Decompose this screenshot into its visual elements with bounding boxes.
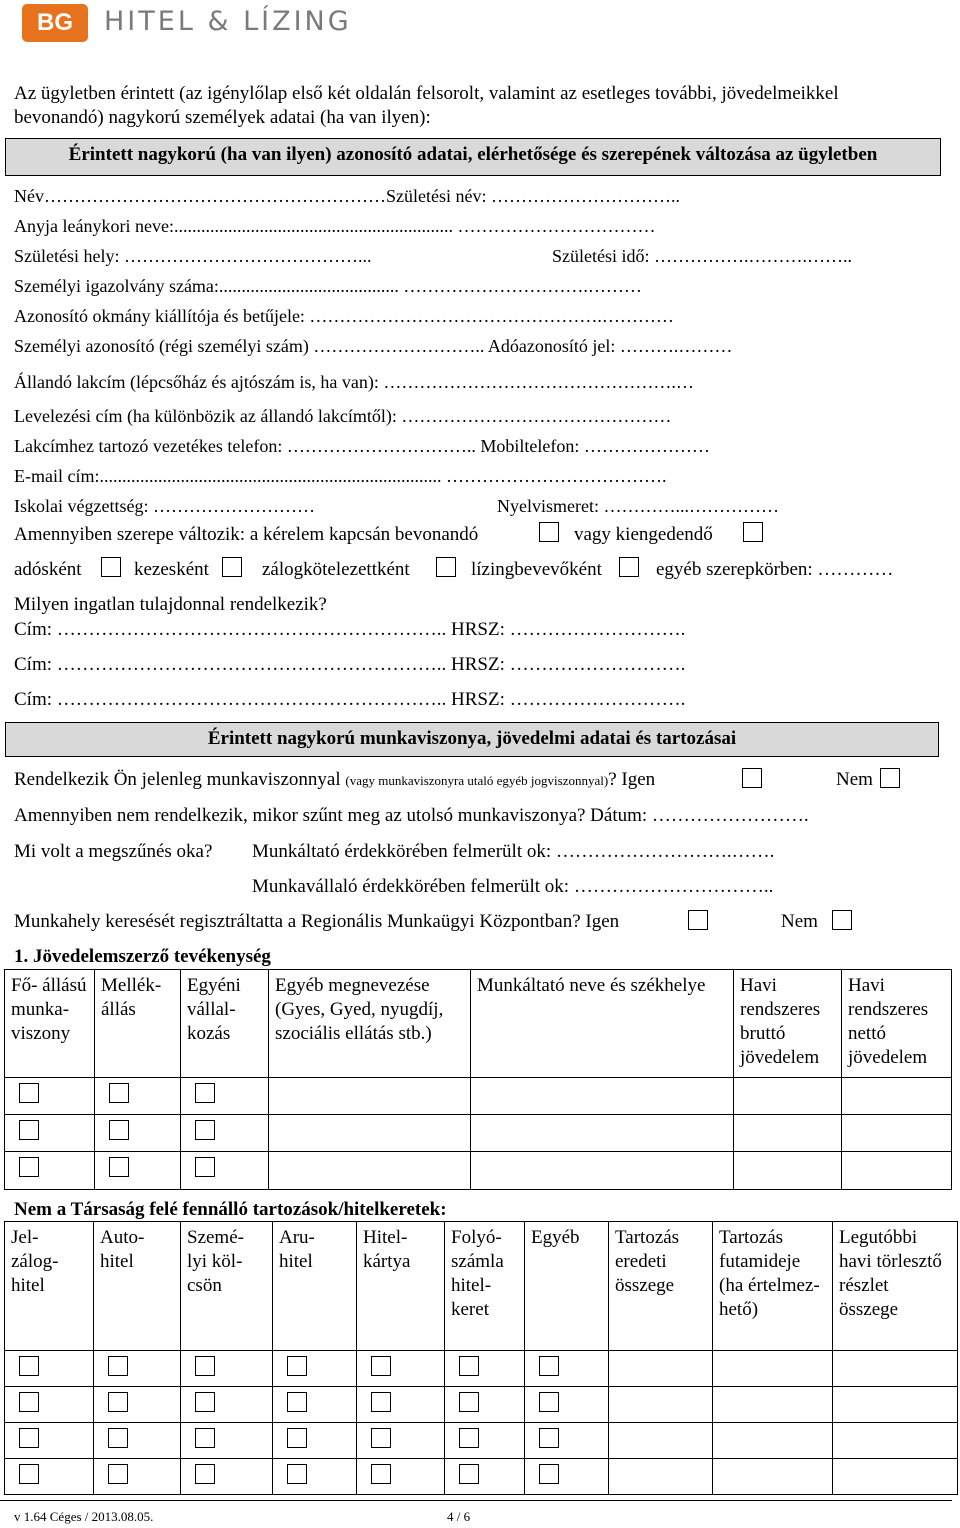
- income-net-cell[interactable]: [842, 1115, 952, 1152]
- checkbox-pledgor[interactable]: [436, 557, 456, 577]
- footer-divider: [0, 1500, 952, 1501]
- checkbox-side-job[interactable]: [109, 1157, 129, 1177]
- debts-col-overdraft: Folyó- számla hitel- keret: [445, 1222, 525, 1351]
- income-net-cell[interactable]: [842, 1152, 952, 1190]
- checkbox-other-debt[interactable]: [539, 1356, 559, 1376]
- income-col-net: Havi rendszeres nettó jövedelem: [842, 970, 952, 1078]
- income-table: [4, 969, 952, 1190]
- checkbox-overdraft[interactable]: [459, 1356, 479, 1376]
- debts-row: [5, 1351, 958, 1387]
- termination-employer-field[interactable]: Munkáltató érdekkörében felmerült ok: ……………………….…….: [252, 841, 775, 862]
- debt-installment-cell[interactable]: [833, 1387, 958, 1423]
- income-other-cell[interactable]: [269, 1115, 471, 1152]
- checkbox-overdraft[interactable]: [459, 1392, 479, 1412]
- footer-version: v 1.64 Céges / 2013.08.05.: [14, 1509, 154, 1524]
- debts-col-original-amount: Tartozás eredeti összege: [609, 1222, 713, 1351]
- checkbox-released[interactable]: [743, 522, 763, 542]
- checkbox-self-employed[interactable]: [195, 1083, 215, 1103]
- role-guarantor-label: kezesként: [134, 559, 209, 580]
- checkbox-personal-loan[interactable]: [195, 1392, 215, 1412]
- income-col-side-job: Mellék- állás: [95, 970, 181, 1078]
- property-question: Milyen ingatlan tulajdonnal rendelkezik?: [14, 594, 327, 615]
- job-seeking-question: Munkahely keresését regisztráltatta a Regionális Munkaügyi Központban? Igen: [14, 911, 620, 932]
- checkbox-car-loan[interactable]: [108, 1356, 128, 1376]
- section-identification-header: Érintett nagykorú (ha van ilyen) azonosító adatai, elérhetősége és szerepének változása az ügyletben: [5, 138, 941, 176]
- termination-employee-field[interactable]: Munkavállaló érdekkörében felmerült ok: …………………………..: [252, 876, 774, 897]
- checkbox-overdraft[interactable]: [459, 1464, 479, 1484]
- checkbox-goods-loan[interactable]: [287, 1464, 307, 1484]
- property-row-1[interactable]: Cím: …………………………………………………….. HRSZ: ……………………….: [14, 619, 686, 640]
- income-col-main-job: Fő- állású munka- viszony: [5, 970, 95, 1078]
- debt-term-cell[interactable]: [713, 1351, 833, 1387]
- checkbox-credit-card[interactable]: [371, 1464, 391, 1484]
- income-employer-cell[interactable]: [471, 1078, 734, 1115]
- income-other-cell[interactable]: [269, 1078, 471, 1115]
- debt-installment-cell[interactable]: [833, 1351, 958, 1387]
- field-id-issuer[interactable]: Azonosító okmány kiállítója és betűjele: ………………………………………….…………: [14, 306, 674, 326]
- income-gross-cell[interactable]: [734, 1152, 842, 1190]
- checkbox-self-employed[interactable]: [195, 1157, 215, 1177]
- employment-end-date-field[interactable]: Amennyiben nem rendelkezik, mikor szűnt meg az utolsó munkaviszonya? Dátum: …………………….: [14, 805, 809, 826]
- checkbox-personal-loan[interactable]: [195, 1428, 215, 1448]
- checkbox-self-employed[interactable]: [195, 1120, 215, 1140]
- debts-row: [5, 1459, 958, 1495]
- checkbox-lessee[interactable]: [619, 557, 639, 577]
- role-change-label: Amennyiben szerepe változik: a kérelem kapcsán bevonandó: [14, 524, 479, 545]
- role-other-field[interactable]: egyéb szerepkörben: …………: [656, 559, 894, 580]
- income-row: [5, 1078, 952, 1115]
- role-debtor-label: adósként: [14, 559, 82, 580]
- role-lessee-label: lízingbevevőként: [471, 559, 602, 580]
- role-release-label: vagy kiengedendő: [574, 524, 713, 545]
- field-name[interactable]: Név…………………………………………………Születési név: …………………………..: [14, 186, 680, 206]
- debts-col-last-installment: Legutóbbi havi törlesztő részlet összege: [833, 1222, 958, 1351]
- jobseek-no-label: Nem: [781, 911, 818, 932]
- checkbox-side-job[interactable]: [109, 1120, 129, 1140]
- income-employer-cell[interactable]: [471, 1115, 734, 1152]
- debt-amount-cell[interactable]: [609, 1351, 713, 1387]
- income-row: [5, 1115, 952, 1152]
- debt-term-cell[interactable]: [713, 1423, 833, 1459]
- field-permanent-address[interactable]: Állandó lakcím (lépcsőház és ajtószám is, ha van): ………………………………………….…: [14, 372, 694, 392]
- checkbox-personal-loan[interactable]: [195, 1356, 215, 1376]
- checkbox-side-job[interactable]: [109, 1083, 129, 1103]
- checkbox-guarantor[interactable]: [222, 557, 242, 577]
- checkbox-employment-yes[interactable]: [742, 768, 762, 788]
- brand-name: HITEL & LÍZING: [104, 6, 352, 37]
- checkbox-debtor[interactable]: [101, 557, 121, 577]
- checkbox-goods-loan[interactable]: [287, 1428, 307, 1448]
- field-education[interactable]: Iskolai végzettség: ………………………: [14, 496, 315, 516]
- income-col-self-employed: Egyéni vállal- kozás: [181, 970, 269, 1078]
- employment-no-label: Nem: [836, 769, 873, 790]
- checkbox-car-loan[interactable]: [108, 1464, 128, 1484]
- checkbox-car-loan[interactable]: [108, 1428, 128, 1448]
- section-employment-header: Érintett nagykorú munkaviszonya, jövedelmi adatai és tartozásai: [5, 722, 939, 757]
- checkbox-credit-card[interactable]: [371, 1356, 391, 1376]
- checkbox-credit-card[interactable]: [371, 1428, 391, 1448]
- intro-line-2: bevonandó) nagykorú személyek adatai (ha van ilyen):: [14, 107, 431, 128]
- debts-col-credit-card: Hitel- kártya: [357, 1222, 445, 1351]
- debt-installment-cell[interactable]: [833, 1423, 958, 1459]
- checkbox-credit-card[interactable]: [371, 1392, 391, 1412]
- field-birth-date[interactable]: Születési idő: …………….……….……..: [552, 246, 852, 266]
- debt-installment-cell[interactable]: [833, 1459, 958, 1495]
- checkbox-other-debt[interactable]: [539, 1464, 559, 1484]
- termination-reason-label: Mi volt a megszűnés oka?: [14, 841, 213, 862]
- debts-col-term: Tartozás futamideje (ha értelmez- hető): [713, 1222, 833, 1351]
- checkbox-involved[interactable]: [539, 522, 559, 542]
- income-col-other-name: Egyéb megnevezése (Gyes, Gyed, nyugdíj, szociális ellátás stb.): [269, 970, 471, 1078]
- debt-term-cell[interactable]: [713, 1387, 833, 1423]
- field-email[interactable]: E-mail cím:............................................................................ ……………………………….: [14, 466, 667, 486]
- debts-col-goods-loan: Aru- hitel: [273, 1222, 357, 1351]
- debts-table-header-row: [5, 1222, 958, 1351]
- field-phone[interactable]: Lakcímhez tartozó vezetékes telefon: ………………………….. Mobiltelefon: …………………: [14, 436, 710, 456]
- checkbox-mortgage[interactable]: [19, 1392, 39, 1412]
- checkbox-mortgage[interactable]: [19, 1356, 39, 1376]
- debts-row: [5, 1387, 958, 1423]
- employment-question: Rendelkezik Ön jelenleg munkaviszonnyal (vagy munkaviszonyra utaló egyéb jogviszonnyal)? Igen: [14, 769, 656, 790]
- property-row-3[interactable]: Cím: …………………………………………………….. HRSZ: ……………………….: [14, 689, 686, 710]
- income-row: [5, 1152, 952, 1190]
- checkbox-goods-loan[interactable]: [287, 1392, 307, 1412]
- bg-logo: BG: [22, 4, 88, 42]
- income-gross-cell[interactable]: [734, 1078, 842, 1115]
- debts-col-car-loan: Auto- hitel: [94, 1222, 181, 1351]
- debt-amount-cell[interactable]: [609, 1459, 713, 1495]
- debts-col-personal-loan: Szemé- lyi köl- csön: [181, 1222, 273, 1351]
- debt-amount-cell[interactable]: [609, 1423, 713, 1459]
- debt-term-cell[interactable]: [713, 1459, 833, 1495]
- checkbox-jobseek-yes[interactable]: [688, 910, 708, 930]
- property-row-2[interactable]: Cím: …………………………………………………….. HRSZ: ……………………….: [14, 654, 686, 675]
- checkbox-employment-no[interactable]: [880, 768, 900, 788]
- role-pledgor-label: zálogkötelezettként: [262, 559, 410, 580]
- income-other-cell[interactable]: [269, 1152, 471, 1190]
- checkbox-car-loan[interactable]: [108, 1392, 128, 1412]
- income-col-employer: Munkáltató neve és székhelye: [471, 970, 734, 1078]
- income-table-title: 1. Jövedelemszerző tevékenység: [14, 946, 271, 967]
- field-mailing-address[interactable]: Levelezési cím (ha különbözik az állandó lakcímtől): ………………………………………: [14, 406, 672, 426]
- field-id-card[interactable]: Személyi igazolvány száma:........................................ ………………………….………: [14, 276, 642, 296]
- income-col-gross: Havi rendszeres bruttó jövedelem: [734, 970, 842, 1078]
- income-net-cell[interactable]: [842, 1078, 952, 1115]
- checkbox-other-debt[interactable]: [539, 1392, 559, 1412]
- intro-line-1: Az ügyletben érintett (az igénylőlap első két oldalán felsorolt, valamint az esetleges további, jövedelmeikkel: [14, 83, 839, 104]
- income-table-header-row: [5, 970, 952, 1078]
- checkbox-other-debt[interactable]: [539, 1428, 559, 1448]
- debts-table-title: Nem a Társaság felé fennálló tartozások/hitelkeretek:: [14, 1199, 447, 1220]
- field-mothers-name[interactable]: Anyja leánykori neve:.............................................................. ……………………………: [14, 216, 656, 236]
- field-personal-id[interactable]: Személyi azonosító (régi személyi szám) ……………………….. Adóazonosító jel: ……….………: [14, 336, 733, 356]
- checkbox-personal-loan[interactable]: [195, 1464, 215, 1484]
- income-gross-cell[interactable]: [734, 1115, 842, 1152]
- debts-col-other: Egyéb: [525, 1222, 609, 1351]
- debts-table: [4, 1221, 958, 1495]
- income-employer-cell[interactable]: [471, 1152, 734, 1190]
- checkbox-jobseek-no[interactable]: [832, 910, 852, 930]
- checkbox-overdraft[interactable]: [459, 1428, 479, 1448]
- checkbox-main-job[interactable]: [19, 1083, 39, 1103]
- checkbox-main-job[interactable]: [19, 1157, 39, 1177]
- debts-col-mortgage: Jel- zálog- hitel: [5, 1222, 94, 1351]
- checkbox-goods-loan[interactable]: [287, 1356, 307, 1376]
- debts-row: [5, 1423, 958, 1459]
- field-languages[interactable]: Nyelvismeret: …………...……………: [497, 496, 779, 516]
- checkbox-mortgage[interactable]: [19, 1428, 39, 1448]
- field-birth-place[interactable]: Születési hely: …………………………………...: [14, 246, 372, 266]
- debt-amount-cell[interactable]: [609, 1387, 713, 1423]
- checkbox-main-job[interactable]: [19, 1120, 39, 1140]
- checkbox-mortgage[interactable]: [19, 1464, 39, 1484]
- footer-page-number: 4 / 6: [447, 1509, 471, 1524]
